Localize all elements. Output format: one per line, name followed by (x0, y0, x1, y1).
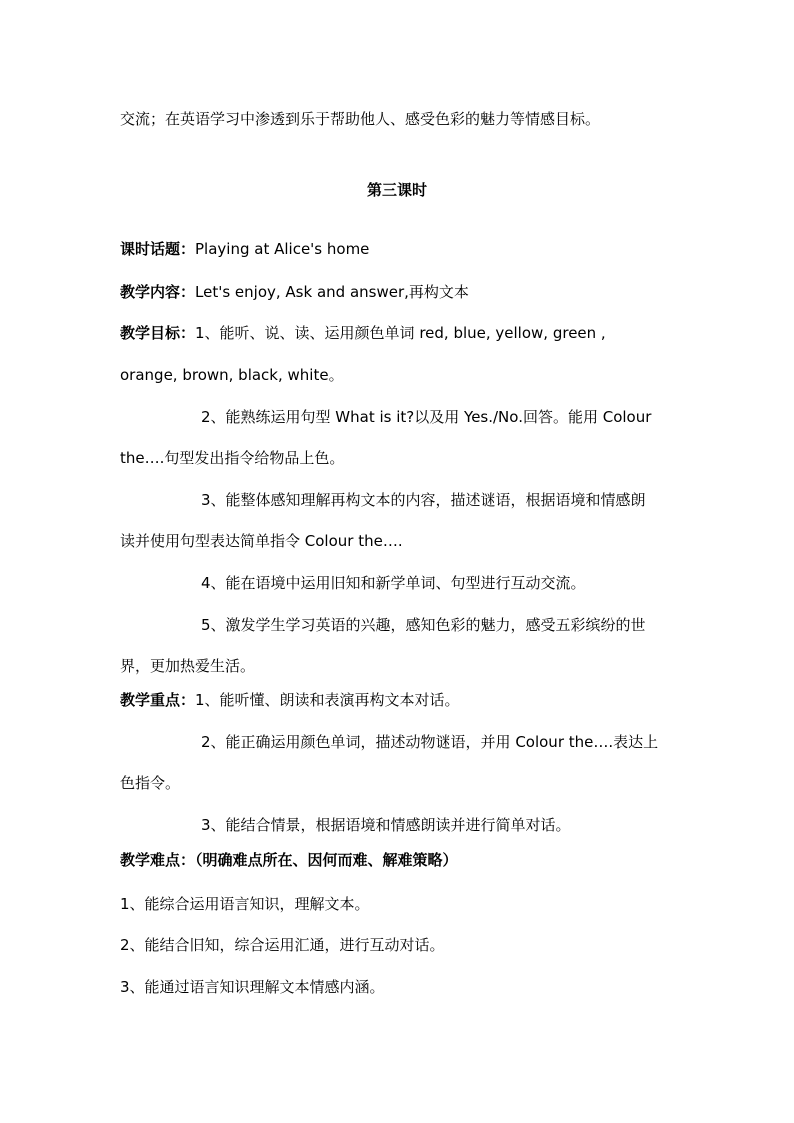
difficulty-item-3: 3、能通过语言知识理解文本情感内涵。 (120, 978, 385, 996)
topic-value: Playing at Alice's home (195, 240, 370, 258)
objective-item-5: 5、激发学生学习英语的兴趣，感知色彩的魅力，感受五彩缤纷的世 (201, 616, 646, 634)
objective-item-3-cont: 读并使用句型表达简单指令 Colour the…. (120, 532, 403, 550)
objectives-row (120, 323, 680, 343)
content-row (120, 282, 680, 302)
objective-item-4: 4、能在语境中运用旧知和新学单词、句型进行互动交流。 (201, 574, 586, 592)
key-point-item-2-cont: 色指令。 (120, 774, 181, 792)
difficulties-label: 教学难点：（明确难点所在、因何而难、解难策略） (120, 851, 458, 869)
key-point-item-1: 1、能听懂、朗读和表演再构文本对话。 (195, 691, 460, 709)
difficulty-item-1: 1、能综合运用语言知识，理解文本。 (120, 895, 370, 913)
objective-item-1-cont: orange, brown, black, white。 (120, 366, 344, 384)
difficulty-item-2: 2、能结合旧知，综合运用汇通，进行互动对话。 (120, 936, 445, 954)
objectives-label: 教学目标： (120, 324, 196, 342)
content-label: 教学内容： (120, 283, 196, 301)
objective-item-2-cont: the….句型发出指令给物品上色。 (120, 449, 345, 467)
intro-line: 交流；在英语学习中渗透到乐于帮助他人、感受色彩的魅力等情感目标。 (120, 110, 601, 128)
objective-item-2: 2、能熟练运用句型 What is it?以及用 Yes./No.回答。能用 Colour (201, 408, 652, 426)
content-value: Let's enjoy, Ask and answer,再构文本 (195, 283, 469, 301)
topic-row (120, 239, 680, 259)
topic-label: 课时话题： (120, 240, 196, 258)
objective-item-5-cont: 界，更加热爱生活。 (120, 657, 256, 675)
key-points-label: 教学重点： (120, 691, 196, 709)
objective-item-1: 1、能听、说、读、运用颜色单词 red, blue, yellow, green , (195, 324, 606, 342)
objective-item-3: 3、能整体感知理解再构文本的内容，描述谜语，根据语境和情感朗 (201, 491, 646, 509)
key-point-item-3: 3、能结合情景，根据语境和情感朗读并进行简单对话。 (201, 816, 571, 834)
key-points-row (120, 690, 680, 710)
key-point-item-2: 2、能正确运用颜色单词，描述动物谜语，并用 Colour the….表达上 (201, 733, 659, 751)
lesson-title: 第三课时 (366, 181, 427, 199)
